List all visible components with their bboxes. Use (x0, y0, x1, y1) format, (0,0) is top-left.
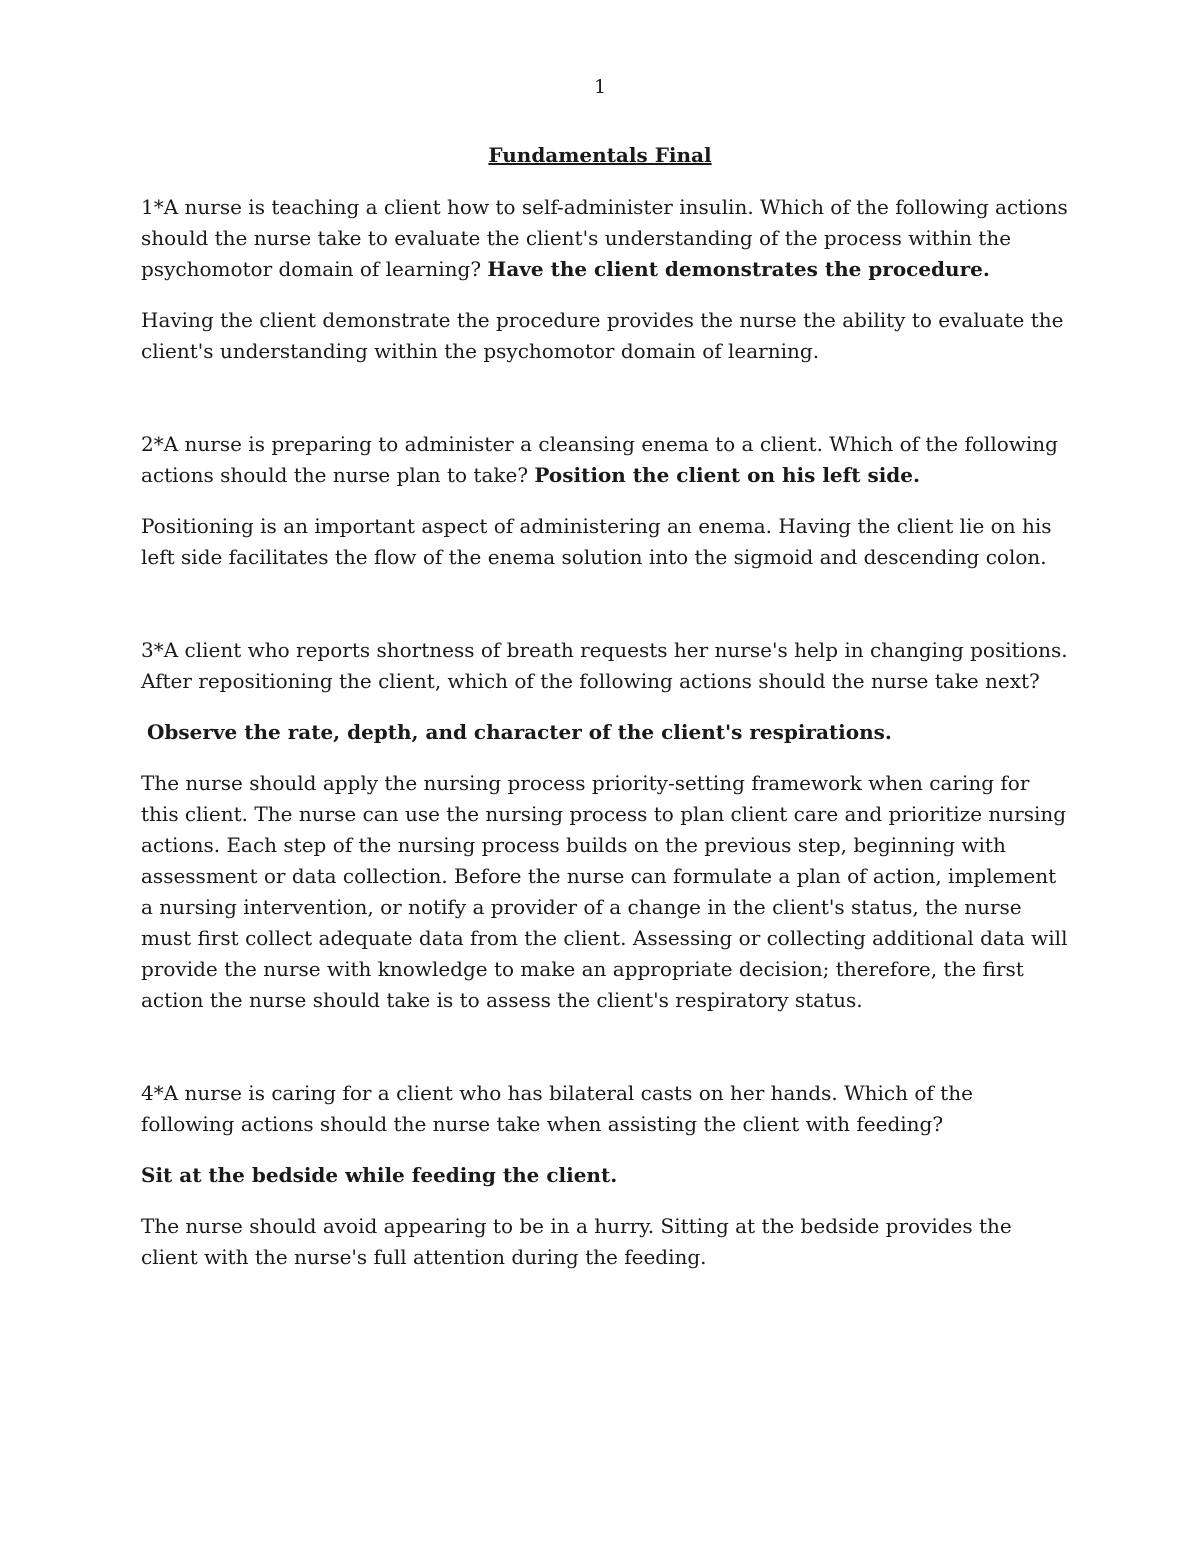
question-text (141, 192, 1071, 285)
document-body (141, 192, 1071, 1273)
document-title: Fundamentals Final (488, 143, 712, 167)
question-block-2 (141, 429, 1071, 573)
rationale-text: The nurse should apply the nursing process priority-setting framework when caring for this client. The nurse can use the nursing process to plan client care and prioritize nursing actions. Each step of the nursing process builds on the previous step, beginning with assessment or data collection. Before the nurse can formulate a plan of action, implement a nursing intervention, or notify a provider of a change in the client's status, the nurse must first collect adequate data from the client. Assessing or collecting additional data will provide the nurse with knowledge to make an appropriate decision; therefore, the first action the nurse should take is to assess the client's respiratory status. (141, 771, 1068, 1012)
answer-text: Have the client demonstrates the procedure. (487, 257, 990, 281)
question-text: 4*A nurse is caring for a client who has bilateral casts on her hands. Which of the following actions should the nurse take when assisting the client with feeding? (141, 1081, 973, 1136)
question-block-1 (141, 192, 1071, 367)
answer-text: Sit at the bedside while feeding the client. (141, 1163, 618, 1187)
page-number: 1 (593, 76, 607, 98)
question-stem: 2*A nurse is preparing to administer a cleansing enema to a client. Which of the following actions should the nurse plan to take? (141, 432, 1058, 487)
answer-text: Position the client on his left side. (534, 463, 920, 487)
rationale-text: Positioning is an important aspect of administering an enema. Having the client lie on his left side facilitates the flow of the enema solution into the sigmoid and descending colon. (141, 514, 1052, 569)
question-text (141, 429, 1071, 491)
question-block-4 (141, 1078, 1071, 1273)
answer-text: Observe the rate, depth, and character of the client's respirations. (147, 720, 892, 744)
rationale-text: Having the client demonstrate the procedure provides the nurse the ability to evaluate the client's understanding within the psychomotor domain of learning. (141, 308, 1064, 363)
question-block-3 (141, 635, 1071, 1016)
question-text: 3*A client who reports shortness of breath requests her nurse's help in changing positions. After repositioning the client, which of the following actions should the nurse take next? (141, 638, 1068, 693)
question-stem: 1*A nurse is teaching a client how to self-administer insulin. Which of the following actions should the nurse take to evaluate the client's understanding of the process within the psychomotor domain of learning? (141, 195, 1068, 281)
rationale-text: The nurse should avoid appearing to be in a hurry. Sitting at the bedside provides the client with the nurse's full attention during the feeding. (141, 1214, 1012, 1269)
